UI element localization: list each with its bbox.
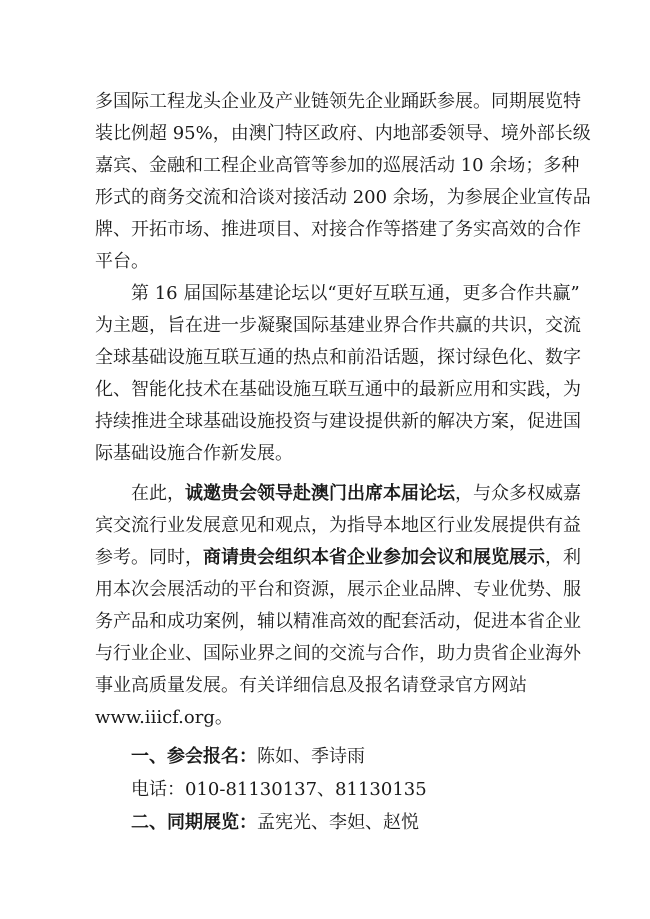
phone-line: 电话：010-81130137、81130135: [131, 779, 427, 800]
paragraph-3-line-6: 与行业企业、国际业界之间的交流与合作，助力贵省企业海外: [95, 643, 581, 664]
paragraph-1-line-3: 嘉宾、金融和工程企业高管等参加的巡展活动 10 余场；多种: [95, 155, 580, 176]
paragraph-3-line-7: 事业高质量发展。有关详细信息及报名请登录官方网站: [95, 675, 527, 696]
paragraph-3-intro: 在此，: [131, 483, 185, 504]
paragraph-2-line-2: 为主题，旨在进一步凝聚国际基建业界合作共赢的共识，交流: [95, 315, 581, 336]
paragraph-1-line-2: 装比例超 95%，由澳门特区政府、内地部委领导、境外部长级: [95, 123, 591, 144]
paragraph-3-line-1-tail: ，与众多权威嘉: [455, 483, 581, 504]
paragraph-1-line-1: 多国际工程龙头企业及产业链领先企业踊跃参展。同期展览特: [95, 91, 581, 112]
paragraph-3-request-bold: 商请贵会组织本省企业参加会议和展览展示: [203, 547, 545, 568]
paragraph-2-line-4: 化、智能化技术在基础设施互联互通中的最新应用和实践，为: [95, 379, 581, 400]
paragraph-3-line-1: [131, 478, 581, 510]
paragraph-1-line-5: 牌、开拓市场、推进项目、对接合作等搭建了务实高效的合作: [95, 219, 581, 240]
paragraph-3-line-2: 宾交流行业发展意见和观点，为指导本地区行业发展提供有益: [95, 515, 581, 536]
registration-names: 陈如、季诗雨: [257, 746, 365, 767]
paragraph-3-line-3-tail: ，利: [545, 547, 581, 568]
paragraph-1-line-6: 平台。: [95, 251, 149, 272]
paragraph-1-line-4: 形式的商务交流和洽谈对接活动 200 余场，为参展企业宣传品: [95, 187, 591, 208]
paragraph-2-line-3: 全球基础设施互联互通的热点和前沿话题，探讨绿色化、数字: [95, 347, 581, 368]
exhibition-names: 孟宪光、李妲、赵悦: [257, 812, 419, 833]
paragraph-3-line-3-head: 参考。同时，: [95, 547, 203, 568]
registration-label: 一、参会报名：: [131, 746, 257, 767]
exhibition-contact: [131, 807, 419, 839]
paragraph-3-line-3: [95, 542, 581, 574]
paragraph-2-line-1: 第 16 届国际基建论坛以“更好互联互通，更多合作共赢”: [131, 283, 580, 304]
paragraph-3-line-4: 用本次会展活动的平台和资源，展示企业品牌、专业优势、服: [95, 579, 581, 600]
paragraph-3-line-5: 务产品和成功案例，辅以精准高效的配套活动，促进本省企业: [95, 611, 581, 632]
paragraph-3-invitation-bold: 诚邀贵会领导赴澳门出席本届论坛: [185, 483, 455, 504]
exhibition-label: 二、同期展览：: [131, 812, 257, 833]
paragraph-2-line-6: 际基础设施合作新发展。: [95, 443, 293, 464]
registration-contact: [131, 741, 365, 773]
paragraph-2-line-5: 持续推进全球基础设施投资与建设提供新的解决方案，促进国: [95, 411, 581, 432]
paragraph-3-website: www.iiicf.org。: [95, 707, 233, 728]
